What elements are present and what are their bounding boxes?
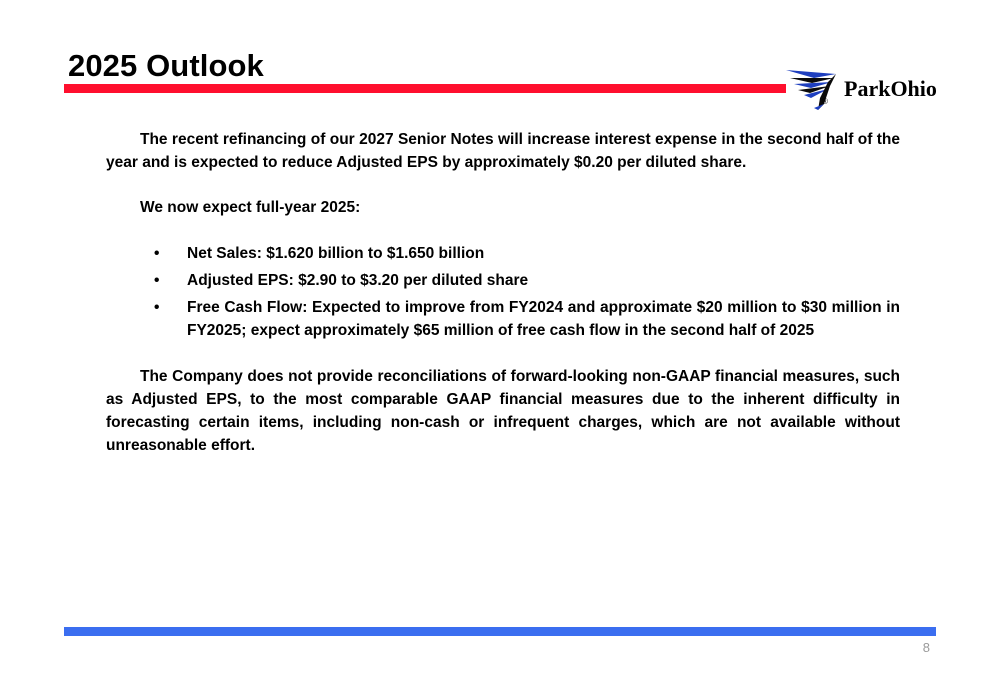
bullet-text: Adjusted EPS: $2.90 to $3.20 per diluted share — [187, 272, 529, 289]
outlook-bullet-list — [106, 242, 900, 342]
bullet-free-cash-flow — [106, 296, 900, 342]
title-underline-rule — [64, 84, 786, 93]
bullet-text: Free Cash Flow: Expected to improve from FY2024 and approximate $20 million to $30 million in FY2025; expect approximately $65 million of free cash flow in the second half of 2025 — [187, 299, 900, 339]
parkohio-logo — [784, 64, 954, 114]
bullet-adjusted-eps — [106, 269, 900, 292]
footer-rule — [64, 627, 936, 636]
bullet-icon: • — [154, 299, 160, 316]
refinancing-paragraph: The recent refinancing of our 2027 Senior Notes will increase interest expense in the second half of the year and is expected to reduce Adjusted EPS by approximately $0.20 per diluted share. — [106, 131, 900, 171]
bullet-net-sales — [106, 242, 900, 265]
registered-mark: ® — [822, 97, 828, 106]
slide-title: 2025 Outlook — [68, 48, 264, 83]
outlook-intro: We now expect full-year 2025: — [140, 199, 361, 216]
bullet-icon: • — [154, 245, 160, 262]
bullet-icon: • — [154, 272, 160, 289]
eagle-icon — [784, 64, 844, 112]
non-gaap-disclaimer: The Company does not provide reconciliations of forward-looking non-GAAP financial measures, such as Adjusted EPS, to the most comparable GAAP financial measures due to the inherent difficulty in forecasting certain items, including non-cash or infrequent charges, which are not available without unreasonable effort. — [106, 368, 900, 454]
bullet-text: Net Sales: $1.620 billion to $1.650 billion — [187, 245, 485, 262]
logo-wordmark: ParkOhio — [844, 76, 937, 101]
page-number: 8 — [922, 640, 930, 655]
slide-body — [106, 128, 900, 457]
